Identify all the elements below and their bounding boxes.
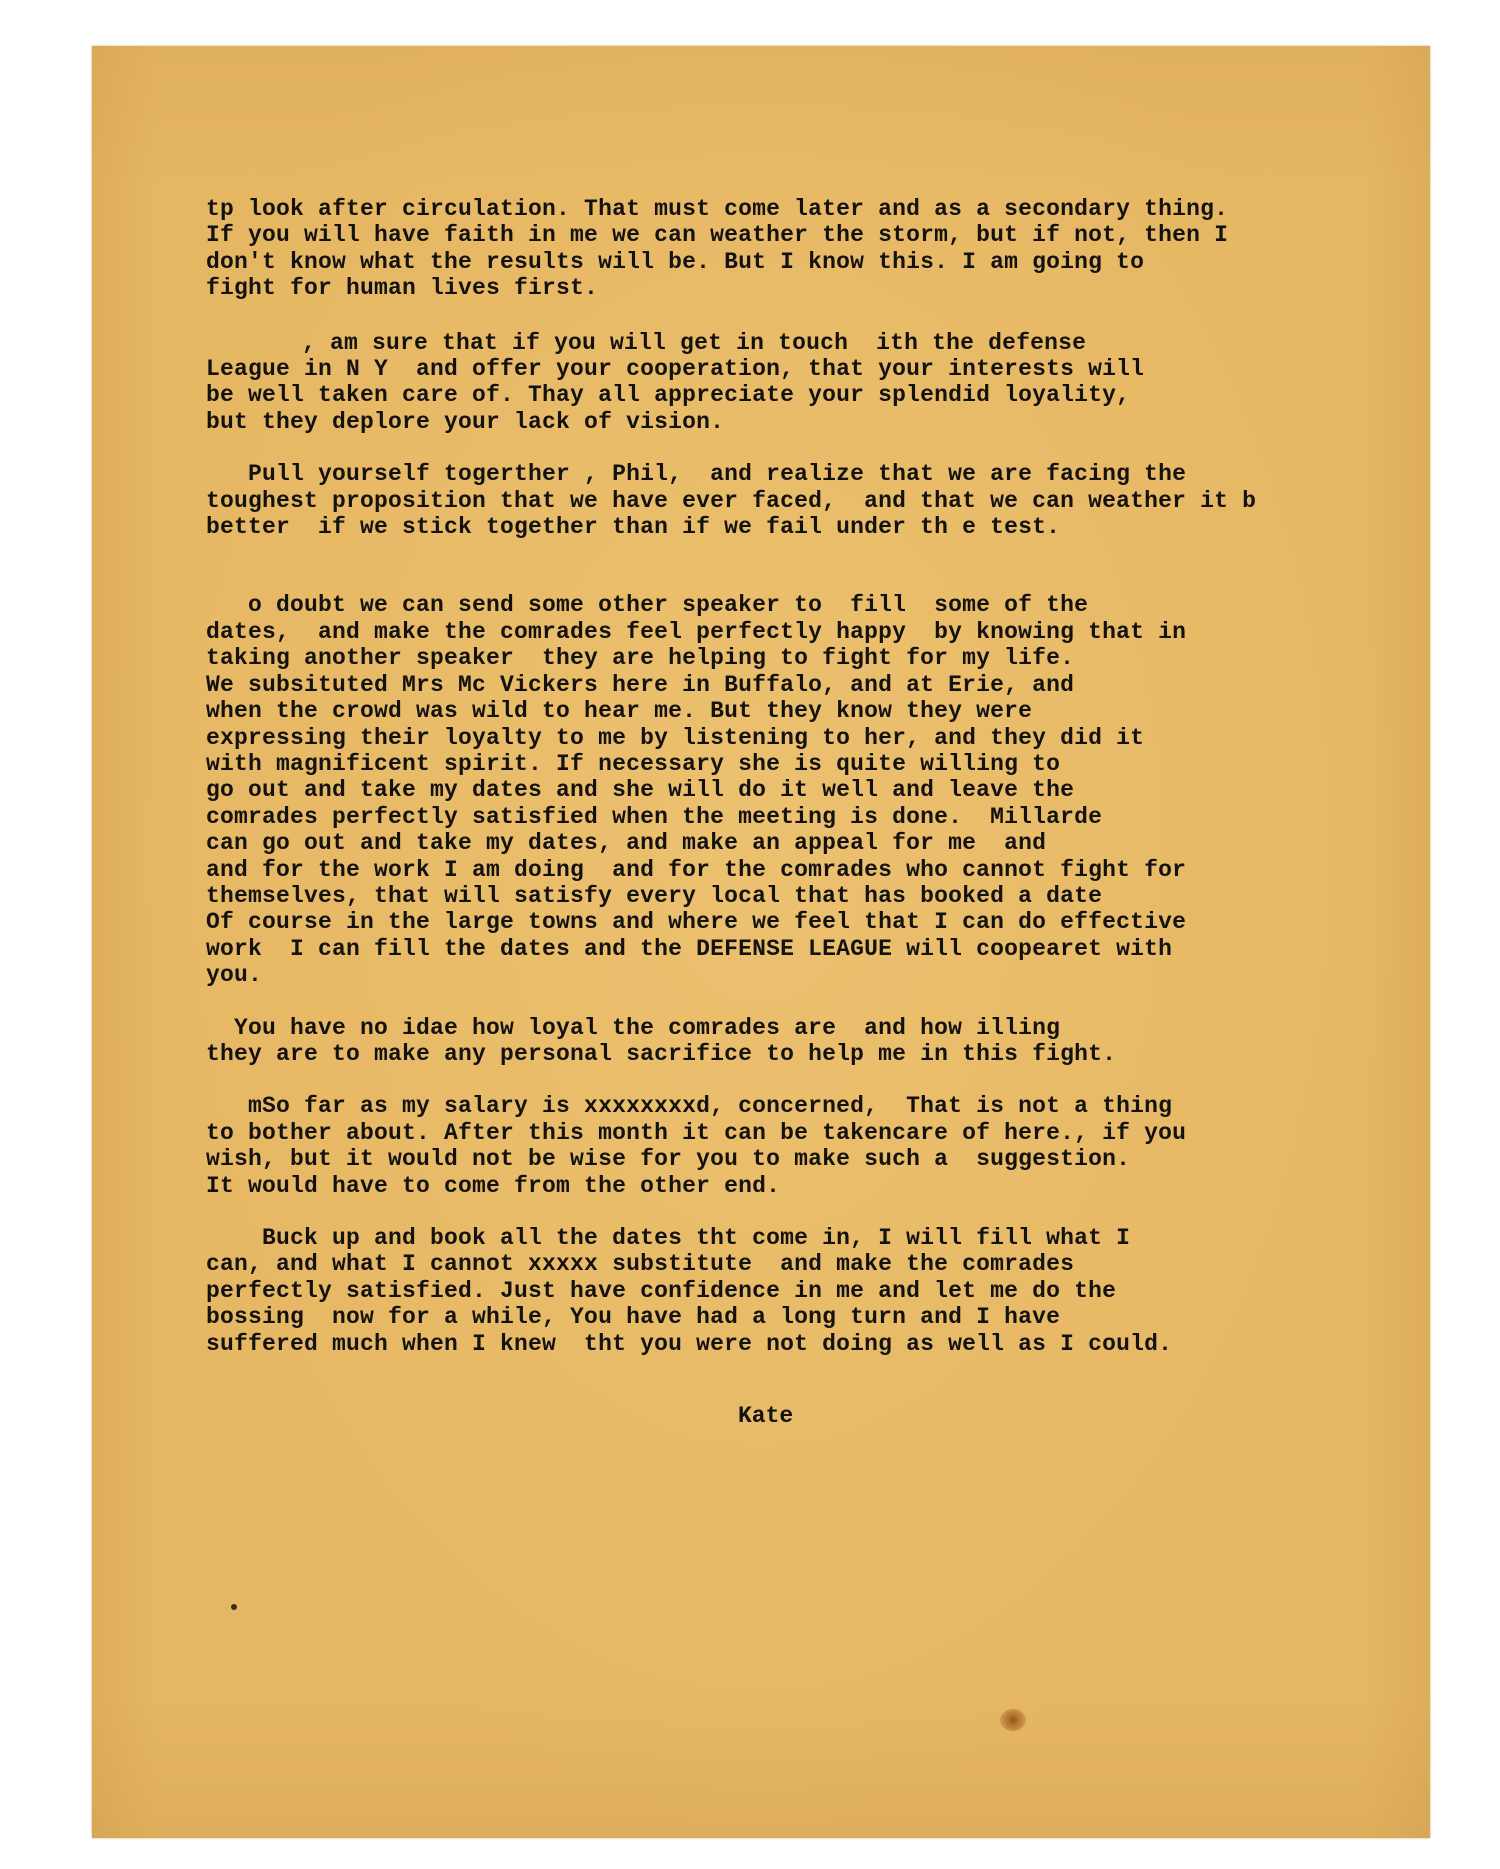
letter-line: tp look after circulation. That must come later and as a secondary thing. (206, 196, 1229, 222)
signature: Kate (738, 1403, 794, 1429)
letter-line: Buck up and book all the dates tht come in, I will fill what I (206, 1225, 1131, 1251)
letter-line: If you will have faith in me we can weather the storm, but if not, then I (206, 222, 1229, 249)
paragraph-5 (206, 1015, 1426, 1068)
letter-line: but they deplore your lack of vision. (206, 408, 725, 435)
letter-line: can go out and take my dates, and make an appeal for me and (206, 830, 1047, 857)
paragraph-7 (206, 1225, 1426, 1357)
ink-dot (231, 1604, 237, 1610)
letter-line: mSo far as my salary is xxxxxxxxd, concerned, That is not a thing (206, 1093, 1173, 1120)
letter-line: themselves, that will satisfy every local that has booked a date (206, 882, 1103, 909)
letter-line: taking another speaker they are helping to fight for my life. (206, 645, 1075, 672)
paragraph-1 (206, 196, 1426, 302)
letter-line: You have no idae how loyal the comrades are and how illing (206, 1014, 1061, 1041)
letter-line: to bother about. After this month it can be takencare of here., if you (206, 1119, 1187, 1146)
paragraph-3 (206, 461, 1426, 540)
letter-line: We subsituted Mrs Mc Vickers here in Buffalo, and at Erie, and (206, 671, 1075, 698)
letter-line: go out and take my dates and she will do it well and leave the (206, 777, 1075, 804)
letter-line: bossing now for a while, You have had a long turn and I have (206, 1304, 1061, 1331)
letter-line: they are to make any personal sacrifice to help me in this fight. (206, 1040, 1117, 1067)
letter-line: comrades perfectly satisfied when the meeting is done. Millarde (206, 803, 1103, 830)
letter-line: Pull yourself togerther , Phil, and realize that we are facing the (206, 461, 1187, 488)
letter-line: League in N Y and offer your cooperation, that your interests will (206, 356, 1145, 383)
paper-stain (1000, 1709, 1026, 1731)
letter-line: dates, and make the comrades feel perfectly happy by knowing that in (206, 618, 1187, 645)
paragraph-6 (206, 1093, 1426, 1199)
letter-line: don't know what the results will be. But I know this. I am going to (206, 248, 1145, 275)
letter-line: and for the work I am doing and for the comrades who cannot fight for (206, 856, 1187, 883)
letter-body (206, 196, 1426, 1383)
letter-line: toughest proposition that we have ever faced, and that we can weather it b (206, 487, 1257, 514)
letter-line: fight for human lives first. (206, 275, 599, 302)
letter-line: can, and what I cannot xxxxx substitute and make the comrades (206, 1251, 1075, 1278)
paragraph-4 (206, 592, 1426, 988)
letter-line: perfectly satisfied. Just have confidence in me and let me do the (206, 1277, 1117, 1304)
paragraph-2 (206, 330, 1426, 436)
letter-line: wish, but it would not be wise for you to make such a suggestion. (206, 1146, 1131, 1173)
letter-line: when the crowd was wild to hear me. But they know they were (206, 698, 1033, 725)
letter-line: expressing their loyalty to me by listening to her, and they did it (206, 724, 1145, 751)
letter-line: , am sure that if you will get in touch ith the defense (302, 329, 1087, 356)
letter-line: o doubt we can send some other speaker to fill some of the (206, 592, 1089, 619)
letter-line: suffered much when I knew tht you were not doing as well as I could. (206, 1330, 1173, 1357)
letter-line: be well taken care of. Thay all appreciate your splendid loyality, (206, 382, 1131, 409)
letter-line: better if we stick together than if we fail under th e test. (206, 514, 1061, 541)
letter-line: It would have to come from the other end. (206, 1172, 781, 1199)
letter-line: you. (206, 962, 263, 989)
letter-line: work I can fill the dates and the DEFENSE LEAGUE will coopearet with (206, 935, 1173, 962)
letter-line: with magnificent spirit. If necessary she is quite willing to (206, 750, 1061, 777)
letter-line: Of course in the large towns and where we feel that I can do effective (206, 909, 1187, 936)
